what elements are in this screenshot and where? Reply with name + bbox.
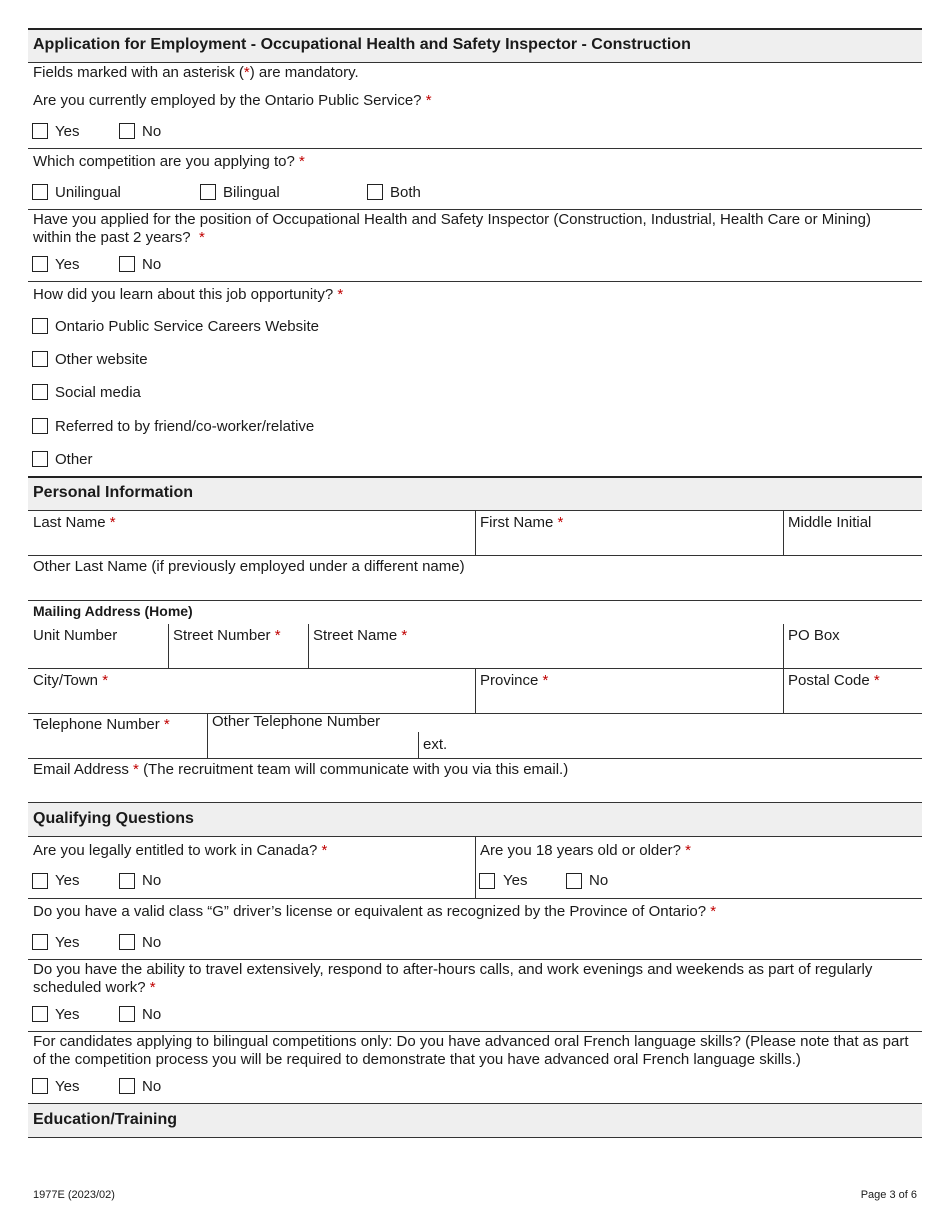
form-title: Application for Employment - Occupational Health and Safety Inspector - Construction — [33, 36, 691, 53]
entitled-no-checkbox[interactable] — [119, 873, 135, 889]
question-french-skills: For candidates applying to bilingual competitions only: Do you have advanced oral French language skills? (Please note that as part of the competition process you will be required to demonstrate that you have advanced oral French language skills.) — [33, 1033, 909, 1068]
divider — [418, 732, 419, 758]
age-yes-checkbox[interactable] — [479, 873, 495, 889]
last-name-label: Last Name * — [33, 514, 116, 531]
other-source-label: Other — [55, 451, 93, 468]
both-label: Both — [390, 184, 421, 201]
street-number-input[interactable] — [173, 647, 303, 665]
travel-yes-checkbox[interactable] — [32, 1006, 48, 1022]
divider — [28, 959, 922, 960]
question-age: Are you 18 years old or older? * — [480, 842, 691, 859]
social-media-label: Social media — [55, 384, 141, 401]
divider — [168, 624, 169, 668]
other-last-name-label: Other Last Name (if previously employed under a different name) — [33, 558, 465, 575]
ops-no-label: No — [142, 123, 162, 140]
divider — [783, 624, 784, 668]
french-yes-label: Yes — [55, 1078, 80, 1095]
applied-no-checkbox[interactable] — [119, 256, 135, 272]
ext-label: ext. — [423, 736, 448, 753]
french-no-label: No — [142, 1078, 162, 1095]
city-label: City/Town * — [33, 672, 109, 689]
divider — [28, 281, 922, 282]
license-no-checkbox[interactable] — [119, 934, 135, 950]
divider — [28, 209, 922, 210]
license-yes-checkbox[interactable] — [32, 934, 48, 950]
divider — [783, 510, 784, 555]
both-checkbox[interactable] — [367, 184, 383, 200]
careers-website-label: Ontario Public Service Careers Website — [55, 318, 319, 335]
referred-label: Referred to by friend/co-worker/relative — [55, 418, 315, 435]
first-name-input[interactable] — [480, 534, 778, 552]
telephone-label: Telephone Number * — [33, 716, 170, 733]
divider — [28, 1137, 922, 1138]
education-heading: Education/Training — [33, 1111, 178, 1128]
unilingual-label: Unilingual — [55, 184, 121, 201]
mailing-address-heading: Mailing Address (Home) — [33, 603, 193, 619]
entitled-yes-label: Yes — [55, 872, 80, 889]
divider — [28, 28, 922, 30]
divider — [28, 1103, 922, 1104]
postal-code-label: Postal Code * — [788, 672, 880, 689]
careers-website-checkbox[interactable] — [32, 318, 48, 334]
question-drivers-license: Do you have a valid class “G” driver’s license or equivalent as recognized by the Province of Ontario? * — [33, 903, 717, 920]
divider — [28, 62, 922, 63]
email-input[interactable] — [33, 781, 918, 799]
form-number: 1977E (2023/02) — [33, 1189, 115, 1201]
telephone-input[interactable] — [33, 737, 201, 755]
french-no-checkbox[interactable] — [119, 1078, 135, 1094]
divider — [28, 713, 922, 714]
street-name-input[interactable] — [313, 647, 778, 665]
ops-no-checkbox[interactable] — [119, 123, 135, 139]
ops-yes-label: Yes — [55, 123, 80, 140]
street-number-label: Street Number * — [173, 627, 281, 644]
first-name-label: First Name * — [480, 514, 564, 531]
travel-no-label: No — [142, 1006, 162, 1023]
question-ops-employee: Are you currently employed by the Ontario Public Service? * — [33, 92, 432, 109]
question-work-entitlement: Are you legally entitled to work in Canada? * — [33, 842, 328, 859]
question-travel: Do you have the ability to travel extensively, respond to after-hours calls, and work evenings and weekends as part of regularly scheduled work? * — [33, 961, 873, 996]
bilingual-checkbox[interactable] — [200, 184, 216, 200]
question-applied-before: Have you applied for the position of Occupational Health and Safety Inspector (Construction, Industrial, Health Care or Mining) within the past 2 years? * — [33, 211, 871, 246]
unit-number-input[interactable] — [33, 647, 163, 665]
divider — [308, 624, 309, 668]
travel-yes-label: Yes — [55, 1006, 80, 1023]
middle-initial-input[interactable] — [788, 534, 918, 552]
referred-checkbox[interactable] — [32, 418, 48, 434]
other-website-checkbox[interactable] — [32, 351, 48, 367]
question-learn-source: How did you learn about this job opportunity? * — [33, 286, 344, 303]
province-input[interactable] — [480, 692, 778, 710]
divider — [783, 668, 784, 713]
email-label: Email Address * (The recruitment team will communicate with you via this email.) — [33, 761, 569, 778]
divider — [28, 758, 922, 759]
divider — [475, 836, 476, 898]
question-competition: Which competition are you applying to? * — [33, 153, 305, 170]
ops-yes-checkbox[interactable] — [32, 123, 48, 139]
unit-number-label: Unit Number — [33, 627, 118, 644]
divider — [28, 898, 922, 899]
personal-info-heading: Personal Information — [33, 484, 194, 501]
street-name-label: Street Name * — [313, 627, 408, 644]
french-yes-checkbox[interactable] — [32, 1078, 48, 1094]
postal-code-input[interactable] — [788, 692, 918, 710]
divider — [28, 148, 922, 149]
other-telephone-label: Other Telephone Number — [212, 713, 381, 730]
province-label: Province * — [480, 672, 549, 689]
applied-yes-checkbox[interactable] — [32, 256, 48, 272]
license-yes-label: Yes — [55, 934, 80, 951]
applied-no-label: No — [142, 256, 162, 273]
last-name-input[interactable] — [33, 534, 469, 552]
city-input[interactable] — [33, 692, 469, 710]
other-telephone-input[interactable] — [212, 735, 412, 755]
license-no-label: No — [142, 934, 162, 951]
age-no-label: No — [589, 872, 609, 889]
age-yes-label: Yes — [503, 872, 528, 889]
po-box-label: PO Box — [788, 627, 840, 644]
entitled-yes-checkbox[interactable] — [32, 873, 48, 889]
page-number: Page 3 of 6 — [860, 1189, 917, 1201]
middle-initial-label: Middle Initial — [788, 514, 872, 531]
divider — [28, 1031, 922, 1032]
divider — [28, 600, 922, 601]
divider — [28, 802, 922, 803]
mandatory-note: Fields marked with an asterisk (*) are mandatory. — [33, 64, 359, 81]
other-website-label: Other website — [55, 351, 148, 368]
divider — [475, 510, 476, 555]
other-last-name-input[interactable] — [33, 578, 918, 596]
qualifying-heading: Qualifying Questions — [33, 810, 194, 827]
extension-input[interactable] — [450, 735, 918, 755]
applied-yes-label: Yes — [55, 256, 80, 273]
other-source-checkbox[interactable] — [32, 451, 48, 467]
travel-no-checkbox[interactable] — [119, 1006, 135, 1022]
divider — [207, 713, 208, 758]
divider — [28, 555, 922, 556]
po-box-input[interactable] — [788, 647, 918, 665]
entitled-no-label: No — [142, 872, 162, 889]
age-no-checkbox[interactable] — [566, 873, 582, 889]
social-media-checkbox[interactable] — [32, 384, 48, 400]
divider — [28, 476, 922, 478]
divider — [475, 668, 476, 713]
unilingual-checkbox[interactable] — [32, 184, 48, 200]
bilingual-label: Bilingual — [223, 184, 280, 201]
